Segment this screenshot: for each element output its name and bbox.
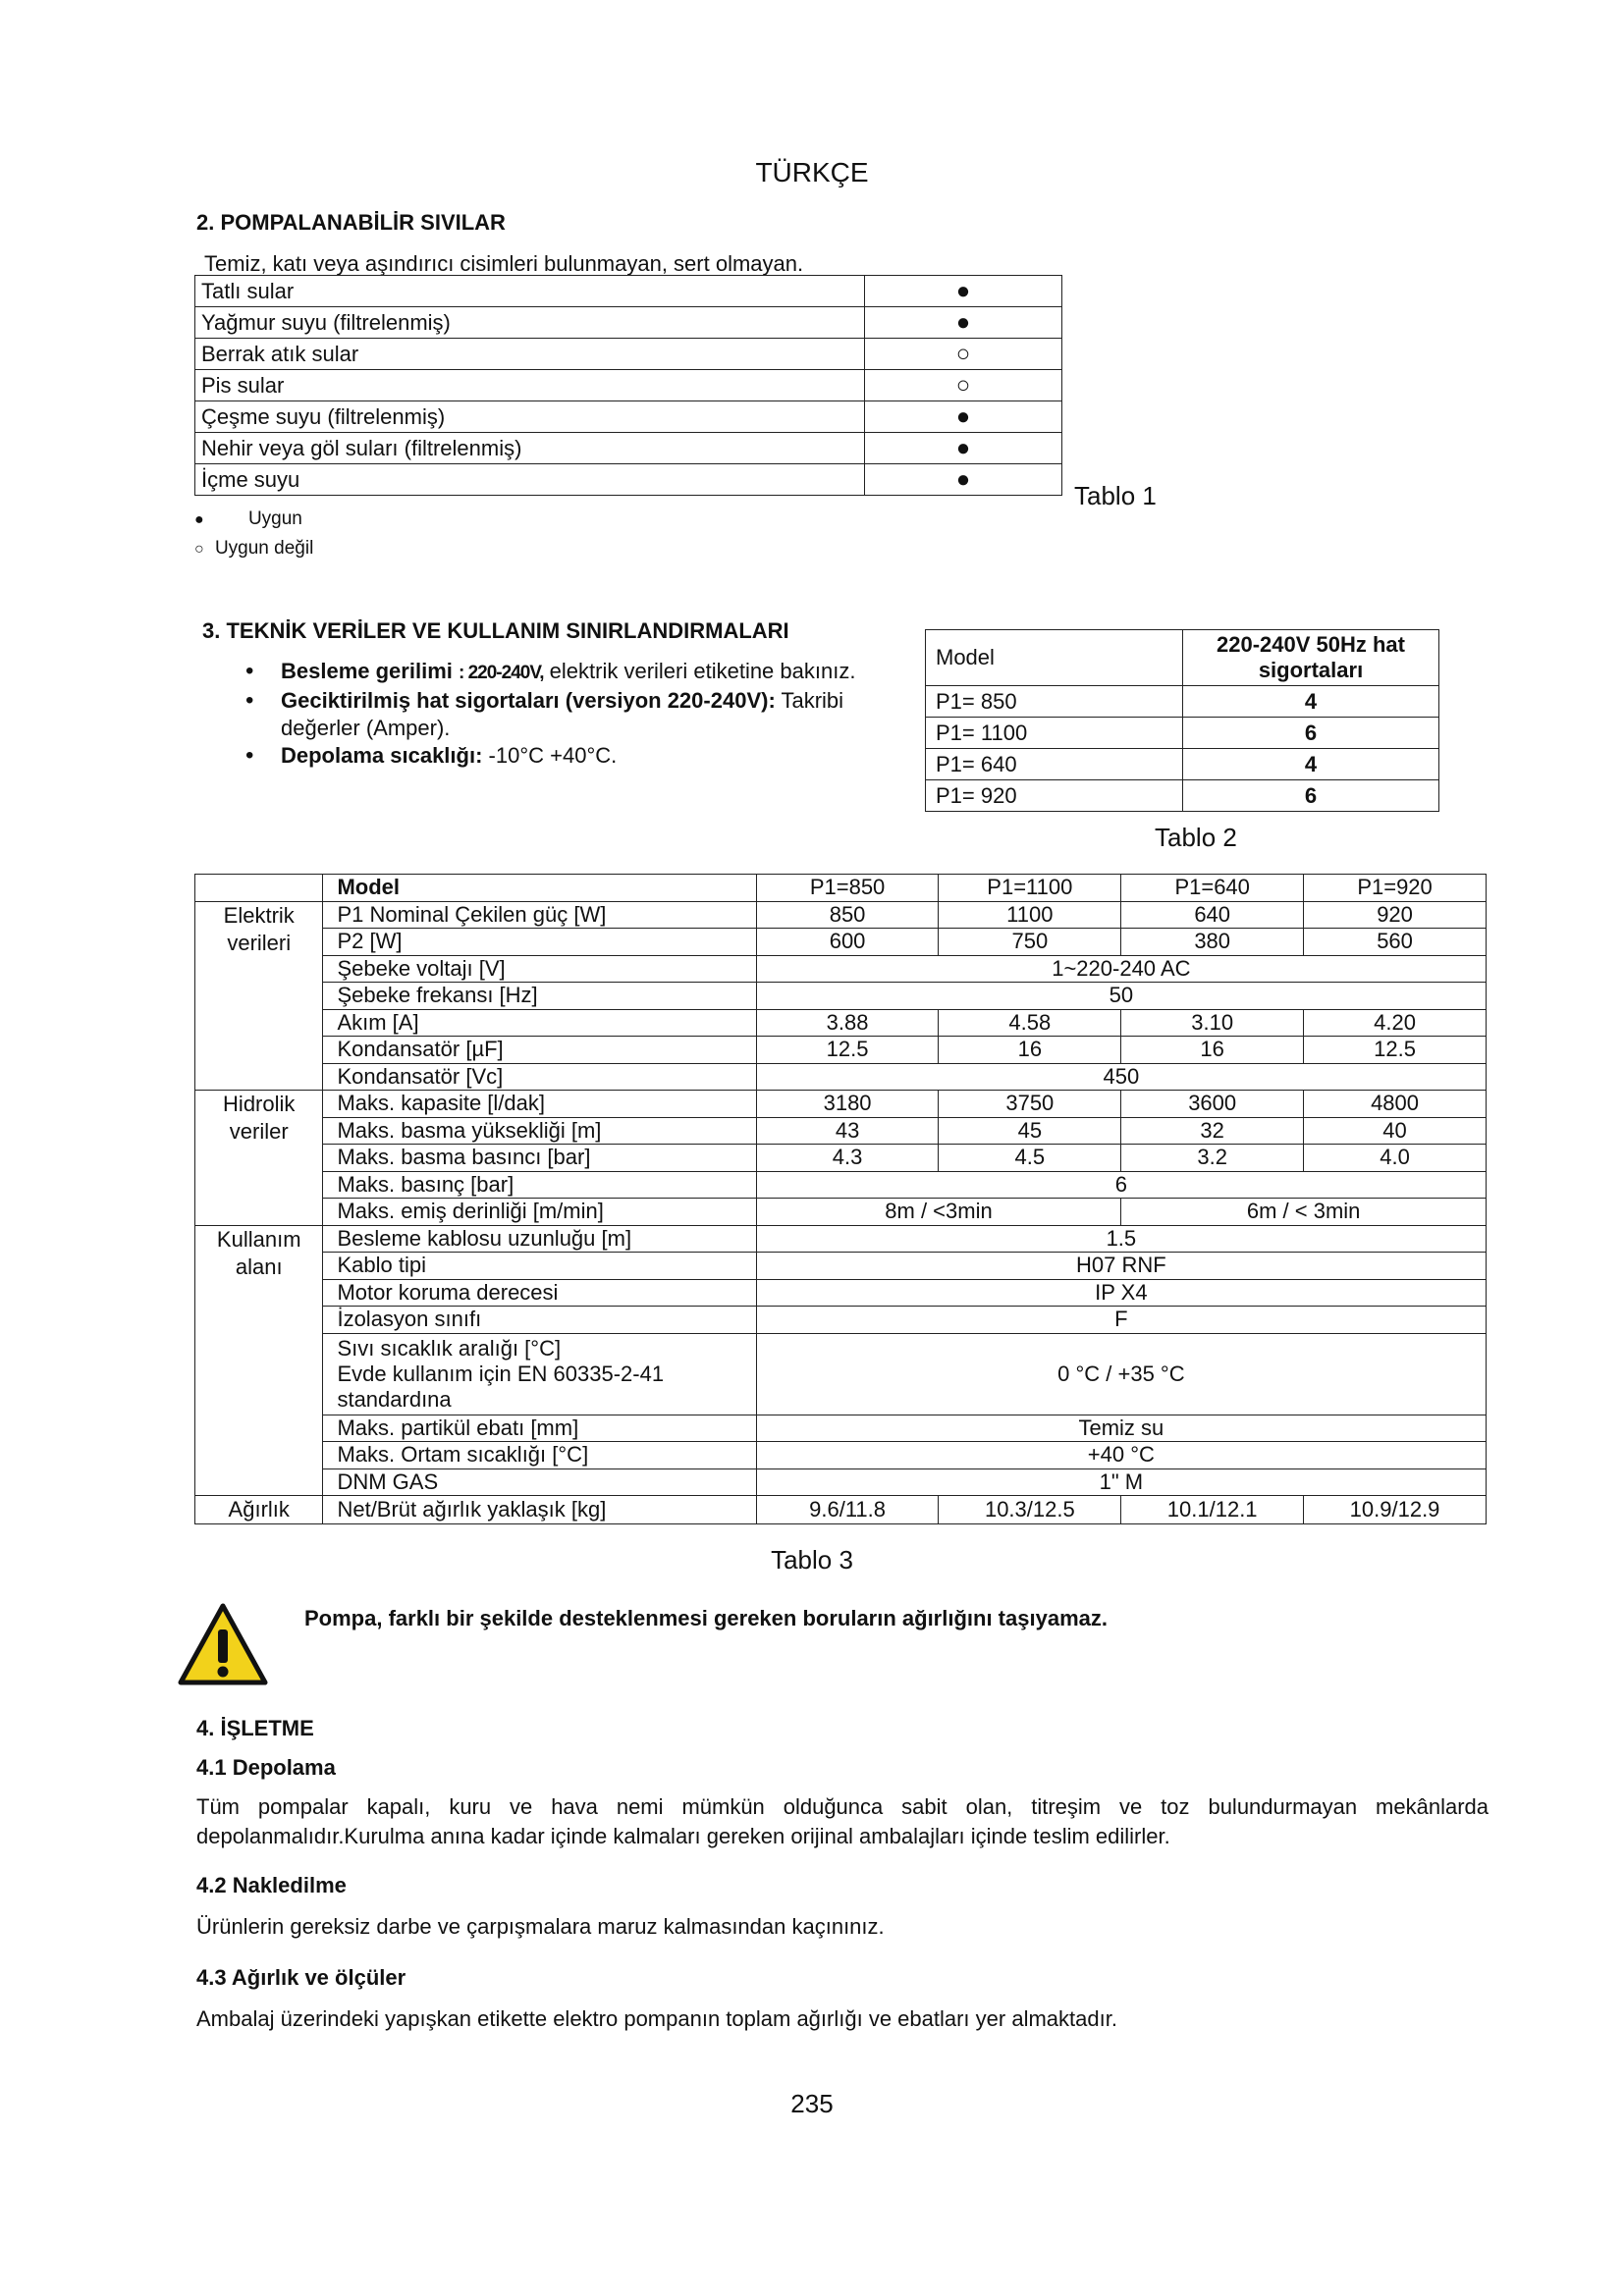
legend-not-suitable: ○ Uygun değil [194, 538, 314, 559]
fuse-table [925, 629, 1439, 812]
group-usage: Kullanım alanı [195, 1225, 323, 1496]
table-row: Maks. Ortam sıcaklığı [°C] +40 °C [195, 1442, 1487, 1469]
table-row: Kablo tipi H07 RNF [195, 1253, 1487, 1280]
suitability-mark: ● [865, 307, 1062, 339]
table-row: Şebeke voltajı [V] 1~220-240 AC [195, 955, 1487, 983]
table-row: P1= 1100 6 [926, 718, 1439, 749]
section3-title: 3. TEKNİK VERİLER VE KULLANIM SINIRLANDIRMALARI [202, 618, 789, 643]
table-row: DNM GAS 1" M [195, 1468, 1487, 1496]
table-row: Berrak atık sular ○ [195, 339, 1062, 370]
table-row: Kondansatör [Vc] 450 [195, 1063, 1487, 1091]
table-row: P1= 640 4 [926, 749, 1439, 780]
table-row: Nehir veya göl suları (filtrelenmiş) ● [195, 433, 1062, 464]
table-row: Çeşme suyu (filtrelenmiş) ● [195, 401, 1062, 433]
suitability-mark: ○ [865, 370, 1062, 401]
table-row: Maks. partikül ebatı [mm] Temiz su [195, 1415, 1487, 1442]
table1-caption: Tablo 1 [1074, 481, 1157, 510]
table-header-row: Model 220-240V 50Hz hat sigortaları [926, 630, 1439, 686]
table-row: Akım [A] 3.88 4.58 3.10 4.20 [195, 1009, 1487, 1037]
section41-text: Tüm pompalar kapalı, kuru ve hava nemi mümkün olduğunca sabit olan, titreşim ve toz bulundurmayan mekânlarda depolanmalıdır.Kurulma anına kadar içinde kalmaları gereken orijinal ambalajları içinde teslim edilirler. [196, 1794, 1489, 1848]
table-row: Maks. emiş derinliği [m/min] 8m / <3min 6m / < 3min [195, 1199, 1487, 1226]
table-row: Pis sular ○ [195, 370, 1062, 401]
table-row: İzolasyon sınıfı F [195, 1307, 1487, 1334]
page-number: 235 [790, 2089, 834, 2118]
technical-data-table [194, 874, 1487, 1524]
table-row: Maks. basma basıncı [bar] 4.3 4.5 3.2 4.0 [195, 1145, 1487, 1172]
table-header-row: Model P1=850 P1=1100 P1=640 P1=920 [195, 875, 1487, 902]
table-row: Maks. basınç [bar] 6 [195, 1171, 1487, 1199]
section43-title: 4.3 Ağırlık ve ölçüler [196, 1965, 406, 1990]
tech-bullets [232, 658, 909, 770]
group-electrical: Elektrik verileri [195, 901, 323, 1091]
table-row: İçme suyu ● [195, 464, 1062, 496]
table-row: Motor koruma derecesi IP X4 [195, 1279, 1487, 1307]
section2-intro: Temiz, katı veya aşındırıcı cisimleri bulunmayan, sert olmayan. [204, 251, 804, 276]
table-row: Şebeke frekansı [Hz] 50 [195, 983, 1487, 1010]
section41-title: 4.1 Depolama [196, 1755, 336, 1780]
table-row: Kullanım alanı Besleme kablosu uzunluğu [m] 1.5 [195, 1225, 1487, 1253]
section2-title: 2. POMPALANABİLİR SIVILAR [196, 210, 506, 235]
table-row: Yağmur suyu (filtrelenmiş) ● [195, 307, 1062, 339]
table-row: Sıvı sıcaklık aralığı [°C] Evde kullanım için EN 60335-2-41 standardına 0 °C / +35 °C [195, 1333, 1487, 1415]
table-row: Kondansatör [µF] 12.5 16 16 12.5 [195, 1037, 1487, 1064]
list-item: • Geciktirilmiş hat sigortaları (versiyon 220-240V): Takribi değerler (Amper). [232, 687, 909, 742]
section4-title: 4. İŞLETME [196, 1716, 314, 1740]
section42-title: 4.2 Nakledilme [196, 1873, 347, 1897]
table-row: P1= 920 6 [926, 780, 1439, 812]
table3-caption: Tablo 3 [771, 1545, 853, 1575]
suitability-mark: ● [865, 464, 1062, 496]
fluids-table [194, 275, 1062, 496]
table-row: P1= 850 4 [926, 686, 1439, 718]
list-item: • Besleme gerilimi : 220-240V, elektrik verileri etiketine bakınız. [232, 658, 909, 687]
language-heading: TÜRKÇE [755, 157, 869, 187]
legend-suitable: ● Uygun [194, 508, 302, 529]
suitability-mark: ● [865, 276, 1062, 307]
warning-text: Pompa, farklı bir şekilde desteklenmesi gereken boruların ağırlığını taşıyamaz. [304, 1606, 1108, 1630]
table-row: Elektrik verileri P1 Nominal Çekilen güç [W] 850 1100 640 920 [195, 901, 1487, 929]
group-hydraulic: Hidrolik veriler [195, 1091, 323, 1226]
group-weight: Ağırlık [195, 1496, 323, 1524]
list-item: • Depolama sıcaklığı: -10°C +40°C. [232, 742, 909, 770]
section42-text: Ürünlerin gereksiz darbe ve çarpışmalara maruz kalmasından kaçınınız. [196, 1914, 885, 1939]
warning-icon [177, 1602, 269, 1686]
table2-caption: Tablo 2 [1155, 823, 1237, 852]
suitability-mark: ● [865, 401, 1062, 433]
section43-text: Ambalaj üzerindeki yapışkan etikette elektro pompanın toplam ağırlığı ve ebatları yer almaktadır. [196, 2006, 1117, 2031]
suitability-mark: ○ [865, 339, 1062, 370]
table-row: P2 [W] 600 750 380 560 [195, 929, 1487, 956]
table-row: Maks. basma yüksekliği [m] 43 45 32 40 [195, 1117, 1487, 1145]
table-row: Ağırlık Net/Brüt ağırlık yaklaşık [kg] 9.6/11.8 10.3/12.5 10.1/12.1 10.9/12.9 [195, 1496, 1487, 1524]
table-row: Hidrolik veriler Maks. kapasite [l/dak] 3180 3750 3600 4800 [195, 1091, 1487, 1118]
suitability-mark: ● [865, 433, 1062, 464]
table-row: Tatlı sular ● [195, 276, 1062, 307]
